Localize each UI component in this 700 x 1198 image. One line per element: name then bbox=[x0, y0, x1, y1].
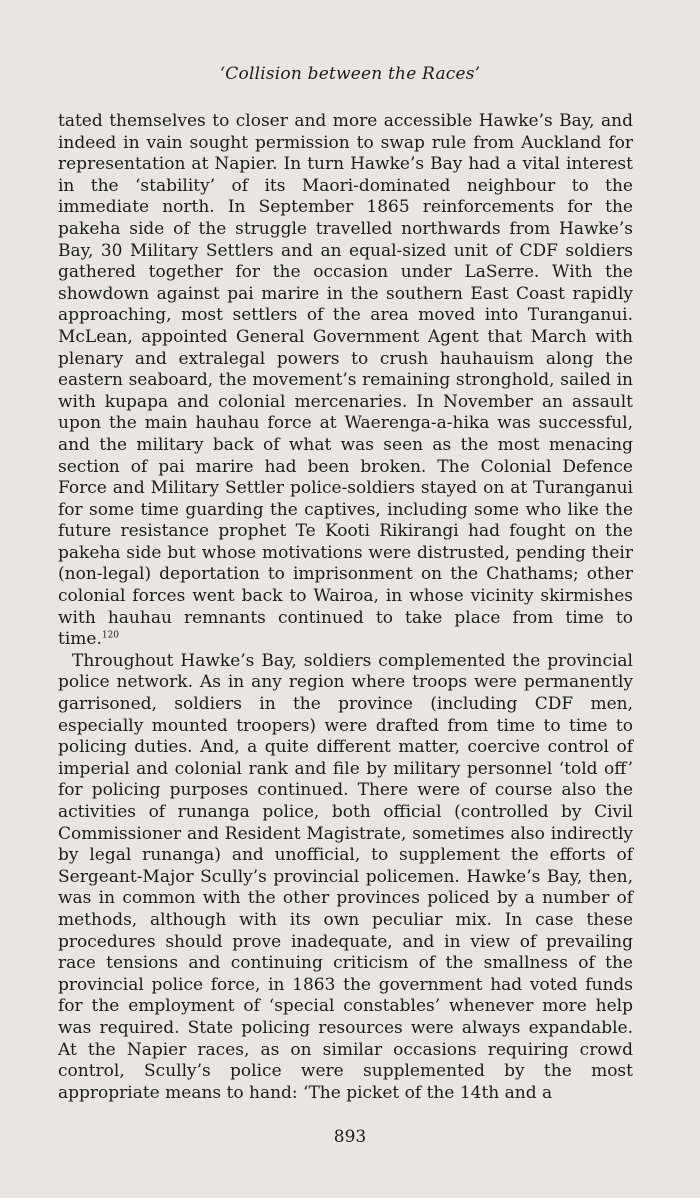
running-head: ‘Collision between the Races’ bbox=[219, 64, 481, 84]
paragraph bbox=[58, 651, 633, 1104]
paragraph bbox=[58, 111, 633, 651]
footnote-reference[interactable]: 120 bbox=[101, 630, 120, 641]
paragraph-text: tated themselves to closer and more accessible Hawke’s Bay, and indeed in vain sought permission to swap rule from Auckland for representation at Napier. In turn Hawke’s Bay had a vital interest in the ‘stability’ of its Maori-dominated neighbour to the immediate north. In September 1865 reinforcements for the pakeha side of the struggle travelled northwards from Hawke’s Bay, 30 Military Settlers and an equal-sized unit of CDF soldiers gathered together for the occasion under LaSerre. With the showdown against pai marire in the southern East Coast rapidly approaching, most settlers of the area moved into Turanganui. McLean, appointed General Government Agent that March with plenary and extralegal powers to crush hauhauism along the eastern seaboard, the movement’s remaining stronghold, sailed in with kupapa and colonial mercenaries. In November an assault upon the main hauhau force at Waerenga-a-hika was successful, and the military back of what was seen as the most menacing section of pai marire had been broken. The Colonial Defence Force and Military Settler police-soldiers stayed on at Turanganui for some time guarding the captives, including some who like the future resistance prophet Te Kooti Rikirangi had fought on the pakeha side but whose motivations were distrusted, pending their (non-legal) deportation to imprisonment on the Chathams; other colonial forces went back to Wairoa, in whose vicinity skirmishes with hauhau remnants continued to take place from time to time. bbox=[58, 111, 633, 650]
body-text bbox=[58, 111, 633, 1104]
paragraph-text: Throughout Hawke’s Bay, soldiers complemented the provincial police network. As in any region where troops were permanently garrisoned, soldiers in the province (including CDF men, especially mounted troopers) were drafted from time to time to policing duties. And, a quite different matter, coercive control of imperial and colonial rank and file by military personnel ‘told off’ for policing purposes continued. There were of course also the activities of runanga police, both official (controlled by Civil Commissioner and Resident Magistrate, sometimes also indirectly by legal runanga) and unofficial, to supplement the efforts of Sergeant-Major Scully’s provincial policemen. Hawke’s Bay, then, was in common with the other provinces policed by a number of methods, although with its own peculiar mix. In case these procedures should prove inadequate, and in view of prevailing race tensions and continuing criticism of the smallness of the provincial police force, in 1863 the government had voted funds for the employment of ‘special constables’ whenever more help was required. State policing resources were always expandable. At the Napier races, as on similar occasions requiring crowd control, Scully’s police were supplemented by the most appropriate means to hand: ‘The picket of the 14th and a bbox=[58, 650, 633, 1103]
page-number: 893 bbox=[333, 1127, 367, 1147]
